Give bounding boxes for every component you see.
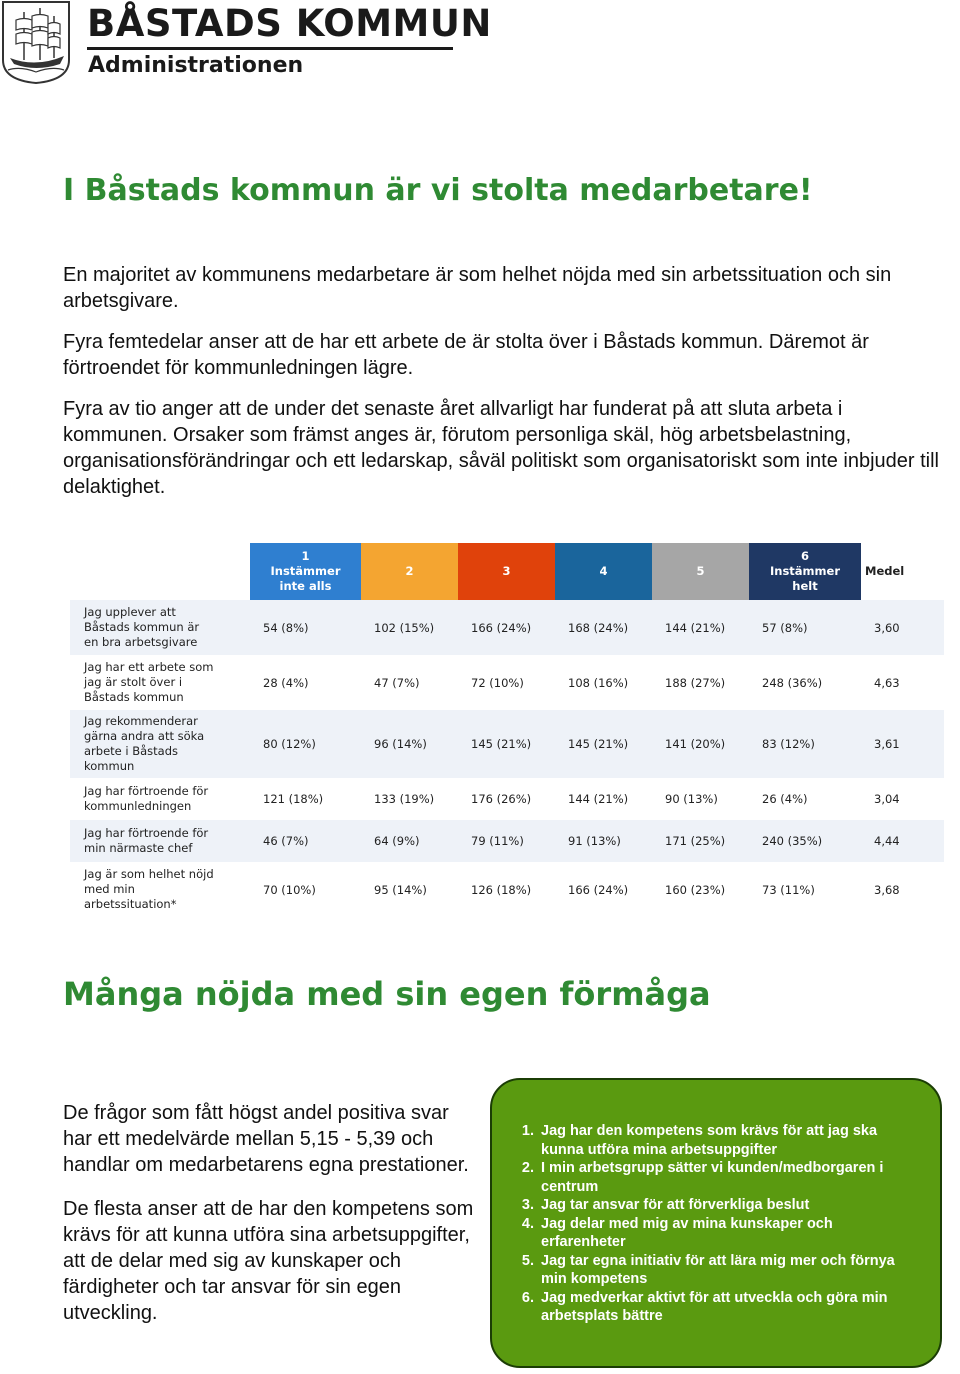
value-cell: 83 (12%) [749, 710, 861, 778]
question-cell: Jag har ett arbete som jag är stolt över i Båstads kommun [70, 655, 250, 710]
value-cell: 240 (35%) [749, 820, 861, 862]
value-cell: 121 (18%) [250, 778, 361, 820]
medel-cell: 4,63 [861, 655, 944, 710]
list-item: 6. Jag medverkar aktivt för att utveckla och göra min arbetsplats bättre [538, 1289, 920, 1326]
intro-paragraph: Fyra av tio anger att de under det senaste året allvarligt har funderat på att sluta arbeta i kommunen. Orsaker som främst anges är, förutom personliga skäl, hög arbetsbelastning, organisationsförändringar och ett ledarskap, såväl politiskt som organisatoriskt som inte inbjuder till delaktighet. [63, 398, 939, 498]
list-item: 4. Jag delar med mig av mina kunskaper och erfarenheter [538, 1215, 920, 1252]
value-cell: 26 (4%) [749, 778, 861, 820]
value-cell: 176 (26%) [458, 778, 555, 820]
body-paragraph: De flesta anser att de har den kompetens som krävs för att kunna utföra sina arbetsuppgifter, att de delar med sig av kunskaper och färdigheter och tar ansvar för sin egen utveckling. [63, 1198, 474, 1324]
main-heading: I Båstads kommun är vi stolta medarbetare! [63, 173, 813, 208]
table-row [70, 600, 944, 655]
survey-results-table [70, 543, 944, 947]
intro-section [63, 262, 943, 515]
value-cell: 64 (9%) [361, 820, 458, 862]
table-row [70, 655, 944, 710]
medel-cell: 3,61 [861, 710, 944, 778]
value-cell: 102 (15%) [361, 600, 458, 655]
list-item: 1. Jag har den kompetens som krävs för att jag ska kunna utföra mina arbetsuppgifter [538, 1122, 920, 1159]
value-cell: 166 (24%) [458, 600, 555, 655]
value-cell: 57 (8%) [749, 600, 861, 655]
kommun-logo [0, 0, 492, 90]
table-row [70, 820, 944, 862]
lower-text-section [63, 1100, 478, 1344]
value-cell: 72 (10%) [458, 655, 555, 710]
value-cell: 168 (24%) [555, 600, 652, 655]
value-cell: 79 (11%) [458, 820, 555, 862]
medel-cell: 4,44 [861, 820, 944, 862]
value-cell: 70 (10%) [250, 862, 361, 917]
value-cell: 188 (27%) [652, 655, 749, 710]
question-cell: Jag rekommenderar gärna andra att söka arbete i Båstads kommun [70, 710, 250, 778]
table-row [70, 710, 944, 778]
header-blank-cell [70, 543, 250, 600]
list-item: 3. Jag tar ansvar för att förverkliga beslut [538, 1196, 920, 1215]
value-cell: 126 (18%) [458, 862, 555, 917]
value-cell: 28 (4%) [250, 655, 361, 710]
header-col-6: 6 Instämmer helt [749, 543, 861, 600]
value-cell: 91 (13%) [555, 820, 652, 862]
logo-subtitle: Administrationen [88, 53, 304, 78]
medel-cell: 3,68 [861, 862, 944, 917]
value-cell: 90 (13%) [652, 778, 749, 820]
intro-paragraph: En majoritet av kommunens medarbetare är som helhet nöjda med sin arbetssituation och sin arbetsgivare. [63, 264, 892, 312]
value-cell: 108 (16%) [555, 655, 652, 710]
ship-emblem-icon [0, 0, 72, 84]
table-header-row [70, 543, 944, 600]
header-medel: Medel [865, 564, 905, 578]
value-cell: 144 (21%) [555, 778, 652, 820]
question-cell: Jag är som helhet nöjd med min arbetssituation* [70, 862, 250, 917]
question-cell: Jag har förtroende för min närmaste chef [70, 820, 250, 862]
value-cell: 46 (7%) [250, 820, 361, 862]
list-item: 2. I min arbetsgrupp sätter vi kunden/medborgaren i centrum [538, 1159, 920, 1196]
header-col-4: 4 [555, 543, 652, 600]
question-cell: Jag upplever att Båstads kommun är en bra arbetsgivare [70, 600, 250, 655]
medel-cell: 3,04 [861, 778, 944, 820]
value-cell: 160 (23%) [652, 862, 749, 917]
value-cell: 73 (11%) [749, 862, 861, 917]
value-cell: 248 (36%) [749, 655, 861, 710]
medel-cell: 3,60 [861, 600, 944, 655]
value-cell: 80 (12%) [250, 710, 361, 778]
header-col-2: 2 [361, 543, 458, 600]
header-col-5: 5 [652, 543, 749, 600]
table-row [70, 778, 944, 820]
top-questions-list [492, 1080, 940, 1326]
top-questions-box [490, 1078, 942, 1368]
value-cell: 54 (8%) [250, 600, 361, 655]
value-cell: 166 (24%) [555, 862, 652, 917]
value-cell: 144 (21%) [652, 600, 749, 655]
logo-title: BÅSTADS KOMMUN [87, 2, 492, 45]
value-cell: 171 (25%) [652, 820, 749, 862]
header-col-3: 3 [458, 543, 555, 600]
logo-divider [87, 47, 453, 50]
value-cell: 96 (14%) [361, 710, 458, 778]
header-col-1: 1 Instämmer inte alls [250, 543, 361, 600]
table-row [70, 862, 944, 917]
value-cell: 47 (7%) [361, 655, 458, 710]
value-cell: 141 (20%) [652, 710, 749, 778]
value-cell: 133 (19%) [361, 778, 458, 820]
section-heading: Många nöjda med sin egen förmåga [63, 975, 711, 1013]
question-cell: Jag har förtroende för kommunledningen [70, 778, 250, 820]
value-cell: 145 (21%) [555, 710, 652, 778]
intro-paragraph: Fyra femtedelar anser att de har ett arbete de är stolta över i Båstads kommun. Däremot är förtroendet för kommunledningen lägre. [63, 331, 869, 379]
value-cell: 145 (21%) [458, 710, 555, 778]
body-paragraph: De frågor som fått högst andel positiva svar har ett medelvärde mellan 5,15 - 5,39 och handlar om medarbetarens egna prestationer. [63, 1102, 469, 1176]
list-item: 5. Jag tar egna initiativ för att lära mig mer och förnya min kompetens [538, 1252, 920, 1289]
value-cell: 95 (14%) [361, 862, 458, 917]
